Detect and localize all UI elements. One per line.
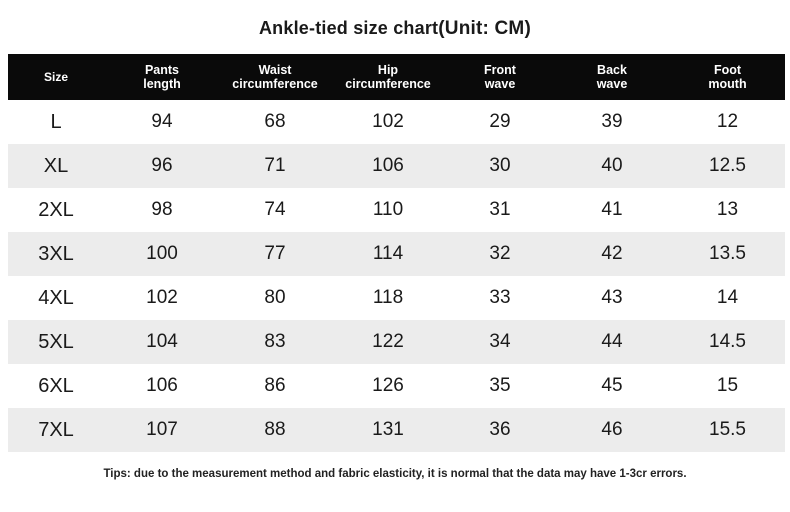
measurement-cell: 40 — [601, 155, 623, 176]
table-header-row — [8, 54, 785, 100]
measurement-cell: 14.5 — [709, 331, 746, 352]
chart-title-unit: (Unit: CM) — [438, 18, 531, 39]
size-cell: XL — [43, 154, 69, 177]
header-back-wave: Back wave — [596, 63, 628, 91]
measurement-cell: 98 — [151, 199, 173, 220]
table-row — [8, 232, 785, 276]
measurement-cell: 94 — [151, 111, 173, 132]
size-cell: 6XL — [38, 374, 74, 397]
measurement-cell: 35 — [489, 375, 511, 396]
measurement-cell: 30 — [489, 155, 511, 176]
measurement-cell: 39 — [601, 111, 623, 132]
measurement-cell: 106 — [146, 375, 178, 396]
measurement-cell: 86 — [264, 375, 286, 396]
measurement-cell: 74 — [264, 199, 286, 220]
measurement-cell: 12 — [716, 111, 739, 132]
header-front-wave: Front wave — [484, 63, 516, 91]
measurement-cell: 46 — [601, 419, 623, 440]
measurement-cell: 15.5 — [709, 419, 746, 440]
size-cell: L — [50, 110, 62, 133]
header-foot-mouth: Foot mouth — [708, 63, 747, 91]
measurement-cell: 83 — [264, 331, 286, 352]
measurement-cell: 32 — [489, 243, 511, 264]
measurement-cell: 102 — [372, 111, 404, 132]
measurement-cell: 122 — [372, 331, 404, 352]
measurement-cell: 107 — [146, 419, 178, 440]
size-cell: 4XL — [38, 286, 74, 309]
measurement-cell: 12.5 — [709, 155, 746, 176]
tips-note: Tips: due to the measurement method and fabric elasticity, it is normal that the data may have 1-3cr errors. — [103, 468, 687, 480]
measurement-cell: 88 — [264, 419, 286, 440]
measurement-cell: 29 — [489, 111, 511, 132]
chart-title — [0, 18, 790, 40]
measurement-cell: 126 — [372, 375, 404, 396]
measurement-cell: 96 — [151, 155, 173, 176]
measurement-cell: 104 — [146, 331, 178, 352]
measurement-cell: 43 — [601, 287, 623, 308]
size-cell: 5XL — [38, 330, 74, 353]
measurement-cell: 80 — [264, 287, 286, 308]
size-cell: 2XL — [38, 198, 74, 221]
measurement-cell: 118 — [372, 287, 404, 308]
measurement-cell: 31 — [489, 199, 511, 220]
measurement-cell: 13 — [716, 199, 739, 220]
size-cell: 7XL — [38, 418, 74, 441]
table-row — [8, 188, 785, 232]
measurement-cell: 41 — [601, 199, 623, 220]
measurement-cell: 14 — [716, 287, 739, 308]
measurement-cell: 34 — [489, 331, 511, 352]
size-chart-table — [8, 54, 785, 452]
header-hip-circumference: Hip circumference — [345, 63, 431, 91]
header-size: Size — [43, 70, 68, 84]
table-row — [8, 408, 785, 452]
measurement-cell: 100 — [146, 243, 178, 264]
measurement-cell: 71 — [264, 155, 286, 176]
measurement-cell: 102 — [146, 287, 178, 308]
measurement-cell: 77 — [264, 243, 286, 264]
measurement-cell: 13.5 — [709, 243, 746, 264]
header-pants-length: Pants length — [143, 63, 181, 91]
measurement-cell: 106 — [372, 155, 404, 176]
measurement-cell: 36 — [489, 419, 511, 440]
table-row — [8, 276, 785, 320]
measurement-cell: 42 — [601, 243, 623, 264]
table-row — [8, 100, 785, 144]
measurement-cell: 110 — [372, 199, 404, 220]
table-row — [8, 320, 785, 364]
measurement-cell: 33 — [489, 287, 511, 308]
measurement-cell: 44 — [601, 331, 623, 352]
table-row — [8, 364, 785, 408]
measurement-cell: 131 — [372, 419, 404, 440]
header-waist-circumference: Waist circumference — [232, 63, 318, 91]
measurement-cell: 15 — [716, 375, 739, 396]
chart-title-main: Ankle-tied size chart — [258, 18, 439, 38]
size-cell: 3XL — [38, 242, 74, 265]
measurement-cell: 68 — [264, 111, 286, 132]
measurement-cell: 45 — [601, 375, 623, 396]
table-body — [8, 100, 785, 452]
table-row — [8, 144, 785, 188]
measurement-cell: 114 — [372, 243, 404, 264]
